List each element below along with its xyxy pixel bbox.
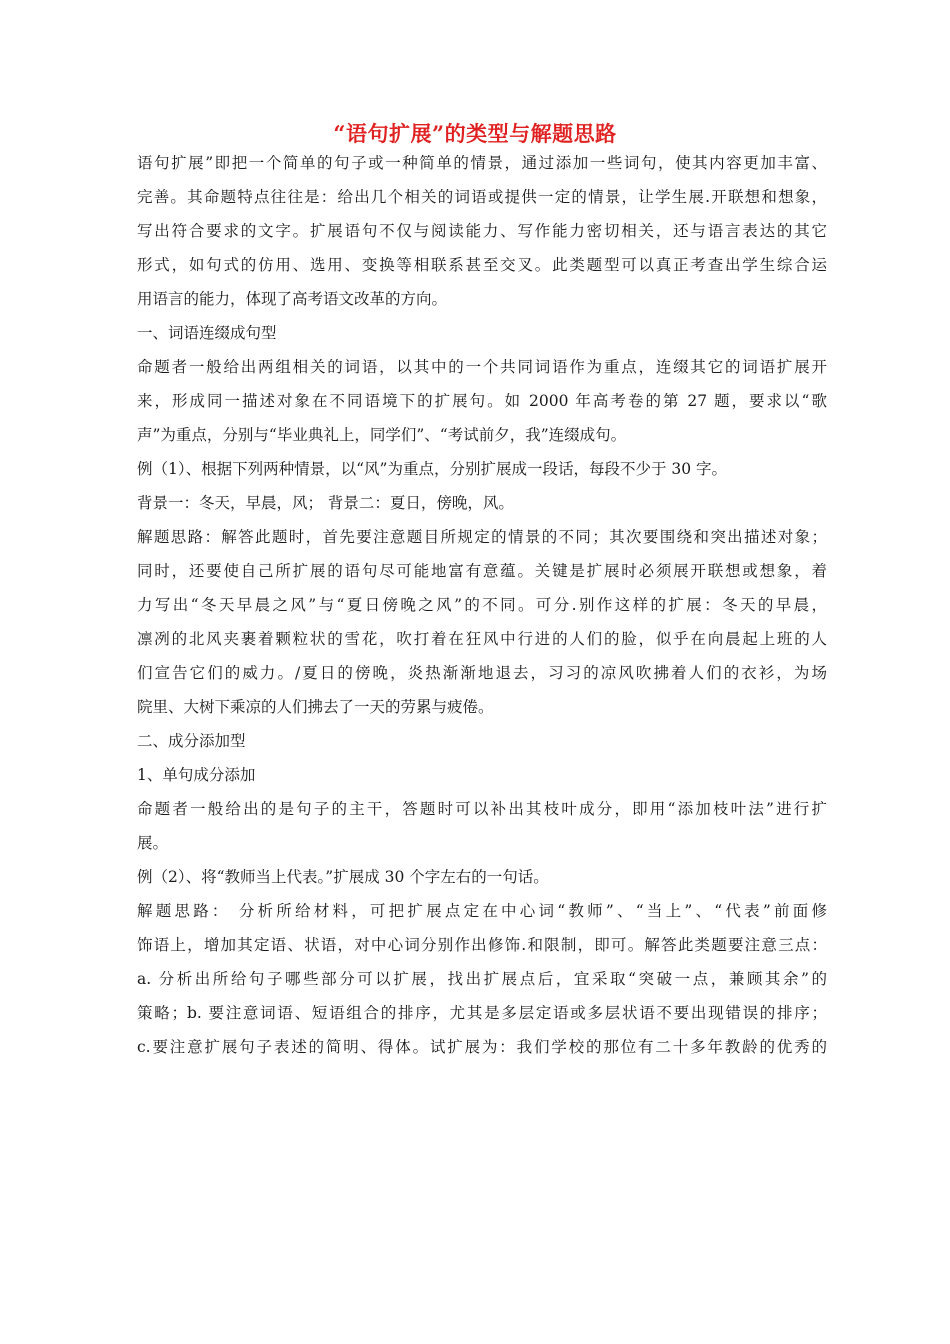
paragraph-line: 解题思路： 分析所给材料，可把扩展点定在中心词“教师”、“当上”、“代表”前面修 <box>137 902 827 920</box>
example-line: 例（1）、根据下列两种情景，以“风”为重点，分别扩展成一段话，每段不少于 30 字。 <box>137 460 728 478</box>
paragraph-line: 策略；b. 要注意词语、短语组合的排序，尤其是多层定语或多层状语不要出现错误的排序； <box>137 1004 827 1022</box>
subsection-heading: 1、单句成分添加 <box>137 766 256 784</box>
paragraph-line: 命题者一般给出两组相关的词语，以其中的一个共同词语作为重点，连缀其它的词语扩展开 <box>137 358 827 376</box>
paragraph-line: 来，形成同一描述对象在不同语境下的扩展句。如 2000 年高考卷的第 27 题，要求以“歌 <box>137 392 827 410</box>
paragraph-line: 语句扩展”即把一个简单的句子或一种简单的情景，通过添加一些词句，使其内容更加丰富、 <box>137 154 827 172</box>
paragraph-line: 完善。其命题特点往往是：给出几个相关的词语或提供一定的情景，让学生展.开联想和想象， <box>137 188 827 206</box>
document-title: “语句扩展”的类型与解题思路 <box>333 121 617 146</box>
paragraph-line: 展。 <box>137 834 169 852</box>
paragraph-line: c.要注意扩展句子表述的简明、得体。试扩展为：我们学校的那位有二十多年教龄的优秀的 <box>137 1038 827 1056</box>
paragraph-line: 形式，如句式的仿用、选用、变换等相联系甚至交叉。此类题型可以真正考查出学生综合运 <box>137 256 827 274</box>
paragraph-line: a. 分析出所给句子哪些部分可以扩展，找出扩展点后，宜采取“突破一点，兼顾其余”的 <box>137 970 827 988</box>
paragraph-line: 声”为重点，分别与“毕业典礼上，同学们”、“考试前夕，我”连缀成句。 <box>137 426 627 444</box>
paragraph-line: 力写出“冬天早晨之风”与“夏日傍晚之风”的不同。可分.别作这样的扩展：冬天的早晨， <box>137 596 827 614</box>
paragraph-line: 写出符合要求的文字。扩展语句不仅与阅读能力、写作能力密切相关，还与语言表达的其它 <box>137 222 827 240</box>
paragraph-line: 同时，还要使自己所扩展的语句尽可能地富有意蕴。关键是扩展时必须展开联想或想象，着 <box>137 562 827 580</box>
paragraph-line: 们宣告它们的威力。/夏日的傍晚，炎热渐渐地退去，习习的凉风吹拂着人们的衣衫，为场 <box>137 664 827 682</box>
paragraph-line: 背景一：冬天，早晨，风； 背景二：夏日，傍晚，风。 <box>137 494 514 512</box>
paragraph-line: 凛冽的北风夹裹着颗粒状的雪花，吹打着在狂风中行进的人们的脸，似乎在向晨起上班的人 <box>137 630 827 648</box>
example-line: 例（2）、将“教师当上代表。”扩展成 30 个字左右的一句话。 <box>137 868 549 886</box>
paragraph-line: 饰语上，增加其定语、状语，对中心词分别作出修饰.和限制，即可。解答此类题要注意三点： <box>137 936 827 954</box>
document-body <box>137 146 827 1064</box>
section-heading: 一、词语连缀成句型 <box>137 324 277 342</box>
paragraph-line: 院里、大树下乘凉的人们拂去了一天的劳累与疲倦。 <box>137 698 494 716</box>
paragraph-line: 用语言的能力，体现了高考语文改革的方向。 <box>137 290 448 308</box>
paragraph-line: 命题者一般给出的是句子的主干，答题时可以补出其枝叶成分，即用“添加枝叶法”进行扩 <box>137 800 827 818</box>
paragraph-line: 解题思路：解答此题时，首先要注意题目所规定的情景的不同；其次要围绕和突出描述对象； <box>137 528 827 546</box>
section-heading: 二、成分添加型 <box>137 732 246 750</box>
